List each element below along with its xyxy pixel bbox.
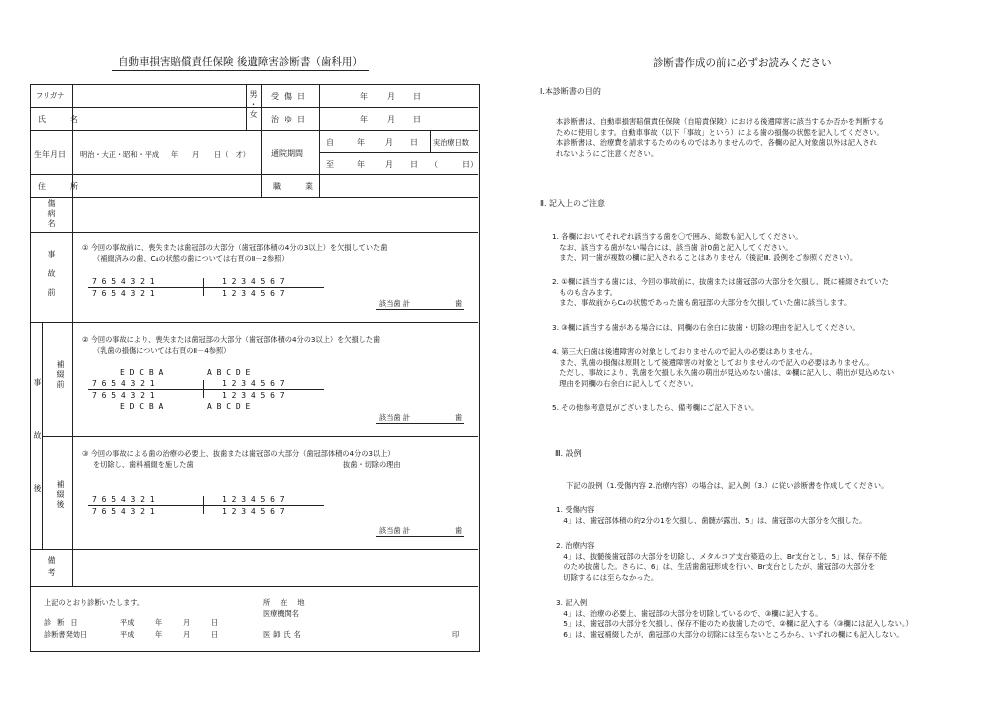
instructions-title: 診断書作成の前に必ずお読みください: [653, 57, 832, 69]
sec3-count-label: 該当歯 計: [379, 526, 411, 535]
healed-day: 日: [413, 115, 421, 124]
sec1-lower-left-teeth[interactable]: 1 2 3 4 5 6 7: [222, 289, 285, 298]
actual-days-label: 実治療日数: [433, 138, 469, 147]
healed-year: 年: [360, 115, 368, 124]
seal-mark: 印: [452, 630, 460, 639]
issue-day: 日: [211, 630, 219, 639]
address-label: 住 所: [38, 182, 86, 191]
era-options[interactable]: 明治・大正・昭和・平成: [80, 150, 160, 159]
days-count: （ 日）: [430, 160, 478, 169]
received-month: 月: [387, 92, 395, 101]
diag-month: 月: [183, 618, 191, 627]
from-month: 月: [385, 138, 393, 147]
diag-day: 日: [211, 618, 219, 627]
dob-year: 年: [171, 150, 179, 159]
healed-month: 月: [387, 115, 395, 124]
sec2-count-unit: 歯: [455, 413, 463, 422]
sec2-lower-right-teeth[interactable]: 7 6 5 4 3 2 1: [92, 391, 155, 400]
doctor-name-label: 医師氏名: [263, 630, 304, 639]
form-title: 自動車損害賠償責任保険 後遺障害診断書（歯科用）: [112, 54, 369, 71]
section-ii-heading: Ⅱ. 記入上のご注意: [540, 199, 606, 208]
section-ii-item-1: 1. 各欄においてそれぞれ該当する歯を〇で囲み、総数も記入してください。 なお、該当する歯がない場合には、該当歯 計0歯と記入してください。 また、同一歯が複数の欄に記入されることはありません（後記Ⅲ. 設例をご参照ください）。: [552, 232, 858, 263]
example-treatment: 2. 治療内容 4」は、抜髄後歯冠部の大部分を切除し、メタルコア支台築造の上、Br支台とし、5」は、保存不能 のため抜歯した。さらに、6」は、生活歯歯冠形成を行い、Br支台としたが、歯冠部の大部分を 切除するには至らなかった。: [556, 541, 888, 582]
example-injury: 1. 受傷内容 4」は、歯冠部体積の約2分の1を欠損し、歯髄が露出、5」は、歯冠部の大部分を欠損した。: [556, 505, 867, 525]
sec2-upper-left-teeth[interactable]: 1 2 3 4 5 6 7: [222, 379, 285, 388]
visit-period-label: 通院期間: [271, 149, 303, 158]
section-ii-item-2: 2. ①欄に該当する歯には、今回の事故前に、抜歯または歯冠部の大部分を欠損し、既に補綴されていた ものも含みます。 また、事故前からC₄の状態であった歯も歯冠部の大部分を欠損していた歯に該当します。: [552, 277, 889, 308]
diagnosis-label: 傷病名: [47, 199, 56, 229]
dob-month: 月: [192, 150, 200, 159]
before-accident-label: 事故前: [47, 250, 56, 307]
to-year: 年: [357, 160, 365, 169]
section3-reason-label: 抜歯・切除の理由: [343, 460, 401, 469]
sec1-count-unit: 歯: [455, 299, 463, 308]
section1-title: ① 今回の事故前に、喪失または歯冠部の大部分（歯冠部体積の4分の3以上）を欠損していた歯: [82, 243, 388, 252]
prosthesis-before-label: 補綴前: [56, 360, 65, 390]
sec3-upper-left-teeth[interactable]: 1 2 3 4 5 6 7: [222, 495, 285, 504]
diag-year: 年: [155, 618, 163, 627]
after-accident-label: 事故後: [33, 378, 42, 537]
healed-date-label: 治ゆ日: [271, 115, 310, 124]
remarks-label: 備考: [47, 556, 56, 580]
sec3-count-unit: 歯: [455, 526, 463, 535]
received-date-label: 受傷日: [271, 92, 310, 101]
section2-note: （乳歯の損傷については右頁のⅡ－4参照）: [93, 346, 231, 355]
section-iii-intro: 下記の設例（1.受傷内容 2.治療内容）の場合は、記入例（3.）に従い診断書を作成してください。: [566, 481, 889, 490]
furigana-label: フリガナ: [36, 91, 65, 100]
sex-options[interactable]: 男・女: [249, 90, 258, 120]
sec2-upper-left-deciduous[interactable]: A B C D E: [207, 368, 251, 377]
location-label: 所在地: [263, 598, 315, 607]
issue-month: 月: [183, 630, 191, 639]
sec3-upper-right-teeth[interactable]: 7 6 5 4 3 2 1: [92, 495, 155, 504]
dob-label: 生年月日: [34, 150, 66, 159]
from-year: 年: [357, 138, 365, 147]
section-ii-item-4: 4. 第三大臼歯は後遺障害の対象としておりませんので記入の必要はありません。 また、乳歯の損傷は原則として後遺障害の対象としておりませんので記入の必要はありません。 ただし、事故により、乳歯を欠損し永久歯の萌出が見込めない歯は、②欄に記入し、萌出が見込めない 理由を同欄の右余白に記入してください。: [552, 347, 895, 388]
section3-title: ③ 今回の事故による歯の治療の必要上、抜歯または歯冠部の大部分（歯冠部体積の4分の3以上）: [82, 449, 395, 458]
issue-year: 年: [155, 630, 163, 639]
to-day: 日: [410, 160, 418, 169]
from-day: 日: [410, 138, 418, 147]
sec2-upper-right-deciduous[interactable]: E D C B A: [120, 368, 164, 377]
visit-from: 自: [326, 138, 334, 147]
issue-era: 平成: [120, 630, 135, 639]
section-i-body: 本診断書は、自動車損害賠償責任保険（自賠責保険）における後遺障害に該当するか否かを判断する ために使用します。自動車事故（以下「事故」という）による歯の損傷の状態を記入してください。 本診断書は、治療費を請求するためのものではありませんので、各欄の記入対象歯以外は記入され れないようにご注意ください。: [556, 117, 885, 158]
sec1-upper-right-teeth[interactable]: 7 6 5 4 3 2 1: [92, 277, 155, 286]
sec2-lower-left-deciduous[interactable]: A B C D E: [207, 402, 251, 411]
sec2-lower-right-deciduous[interactable]: E D C B A: [120, 402, 164, 411]
example-entry: 3. 記入例 4」は、治療の必要上、歯冠部の大部分を切除しているので、③欄に記入する。 5」は、歯冠部の大部分を欠損し、保存不能のため抜歯したので、②欄に記入する（③欄には記入しない。） 6」は、歯冠補綴したが、歯冠部の大部分の切除には至らないところから、いずれの欄にも記入しない。: [556, 598, 913, 639]
section1-note: （補綴済みの歯、C₄の状態の歯については右頁のⅡ－2参照）: [93, 254, 289, 263]
dob-age: 日（ 才）: [214, 150, 250, 159]
certify-text: 上記のとおり診断いたします。: [44, 598, 145, 607]
section-ii-item-3: 3. ③欄に該当する歯がある場合には、同欄の右余白に抜歯・切除の理由を記入してください。: [552, 323, 860, 332]
sec3-lower-right-teeth[interactable]: 7 6 5 4 3 2 1: [92, 507, 155, 516]
to-month: 月: [385, 160, 393, 169]
section2-title: ② 今回の事故により、喪失または歯冠部の大部分（歯冠部体積の4分の3以上）を欠損した歯: [82, 335, 381, 344]
sec2-upper-right-teeth[interactable]: 7 6 5 4 3 2 1: [92, 379, 155, 388]
visit-to: 至: [326, 160, 334, 169]
issue-date-label: 診断書発効日: [44, 630, 88, 639]
sec2-lower-left-teeth[interactable]: 1 2 3 4 5 6 7: [222, 391, 285, 400]
sec3-lower-left-teeth[interactable]: 1 2 3 4 5 6 7: [222, 507, 285, 516]
section-i-heading: Ⅰ.本診断書の目的: [540, 87, 601, 96]
section-ii-item-5: 5. その他参考意見がございましたら、備考欄にご記入下さい。: [552, 403, 759, 412]
section-iii-heading: Ⅲ. 設例: [555, 449, 582, 458]
name-label: 氏 名: [38, 115, 86, 124]
sec2-count-label: 該当歯 計: [379, 413, 411, 422]
diagnosis-date-label: 診断日: [44, 618, 84, 627]
diag-era: 平成: [120, 618, 135, 627]
section3-note: を切除し、歯科補綴を施した歯: [93, 460, 194, 469]
sec1-upper-left-teeth[interactable]: 1 2 3 4 5 6 7: [222, 277, 285, 286]
received-year: 年: [360, 92, 368, 101]
occupation-label: 職 業: [273, 182, 321, 191]
sec1-lower-right-teeth[interactable]: 7 6 5 4 3 2 1: [92, 289, 155, 298]
sec1-count-label: 該当歯 計: [379, 299, 411, 308]
institution-label: 医療機関名: [263, 609, 299, 618]
prosthesis-after-label: 補綴後: [56, 480, 65, 510]
received-day: 日: [413, 92, 421, 101]
